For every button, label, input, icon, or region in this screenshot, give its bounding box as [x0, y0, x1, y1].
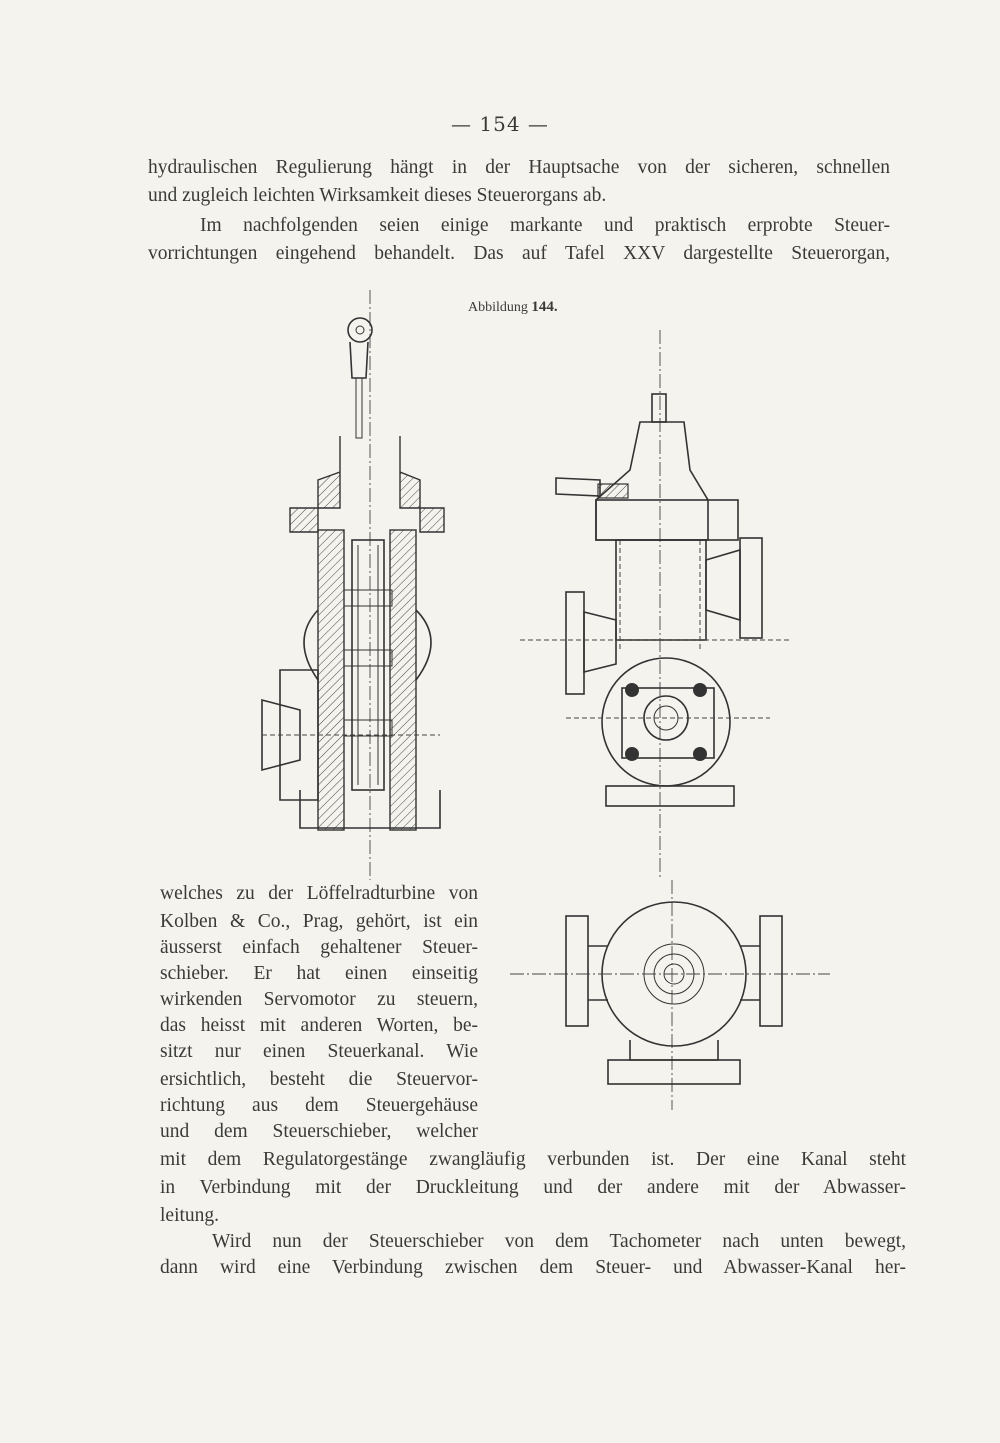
text-line: und zugleich leichten Wirksamkeit dieses Steuerorgans ab. — [148, 185, 607, 206]
text-line: in Verbindung mit der Druckleitung und der andere mit der Abwasser- — [160, 1177, 906, 1198]
side-view-right — [520, 330, 790, 1110]
text-line: äusserst einfach gehaltener Steuer- — [160, 937, 478, 958]
text-line: Im nachfolgenden seien einige markante und praktisch erprobte Steuer- — [200, 215, 890, 236]
text-line: das heisst mit anderen Worten, be- — [160, 1015, 478, 1036]
plan-view-bottom — [510, 902, 830, 1084]
text-line: hydraulischen Regulierung hängt in der Hauptsache von der sicheren, schnellen — [148, 157, 890, 178]
text-line: und dem Steuerschieber, welcher — [160, 1121, 478, 1142]
text-line: dann wird eine Verbindung zwischen dem Steuer- und Abwasser-Kanal her- — [160, 1257, 906, 1278]
text-line: Wird nun der Steuerschieber von dem Tachometer nach unten bewegt, — [212, 1231, 906, 1252]
text-line: schieber. Er hat einen einseitig — [160, 963, 478, 984]
text-line: vorrichtungen eingehend behandelt. Das auf Tafel XXV dargestellte Steuerorgan, — [148, 243, 890, 264]
section-view-left — [262, 290, 444, 880]
caption-prefix: Abbildung — [468, 300, 528, 315]
text-line: sitzt nur einen Steuerkanal. Wie — [160, 1041, 478, 1062]
text-line: leitung. — [160, 1205, 220, 1226]
text-line: richtung aus dem Steuergehäuse — [160, 1095, 478, 1116]
text-line: welches zu der Löffelradturbine von — [160, 883, 478, 904]
text-line: wirkenden Servomotor zu steuern, — [160, 989, 478, 1010]
page-number: — 154 — — [451, 112, 549, 136]
text-line: ersichtlich, besteht die Steuervor- — [160, 1069, 478, 1090]
text-line: mit dem Regulatorgestänge zwangläufig verbunden ist. Der eine Kanal steht — [160, 1149, 906, 1170]
text-line: Kolben & Co., Prag, gehört, ist ein — [160, 911, 478, 932]
caption-number: 144. — [531, 299, 558, 315]
